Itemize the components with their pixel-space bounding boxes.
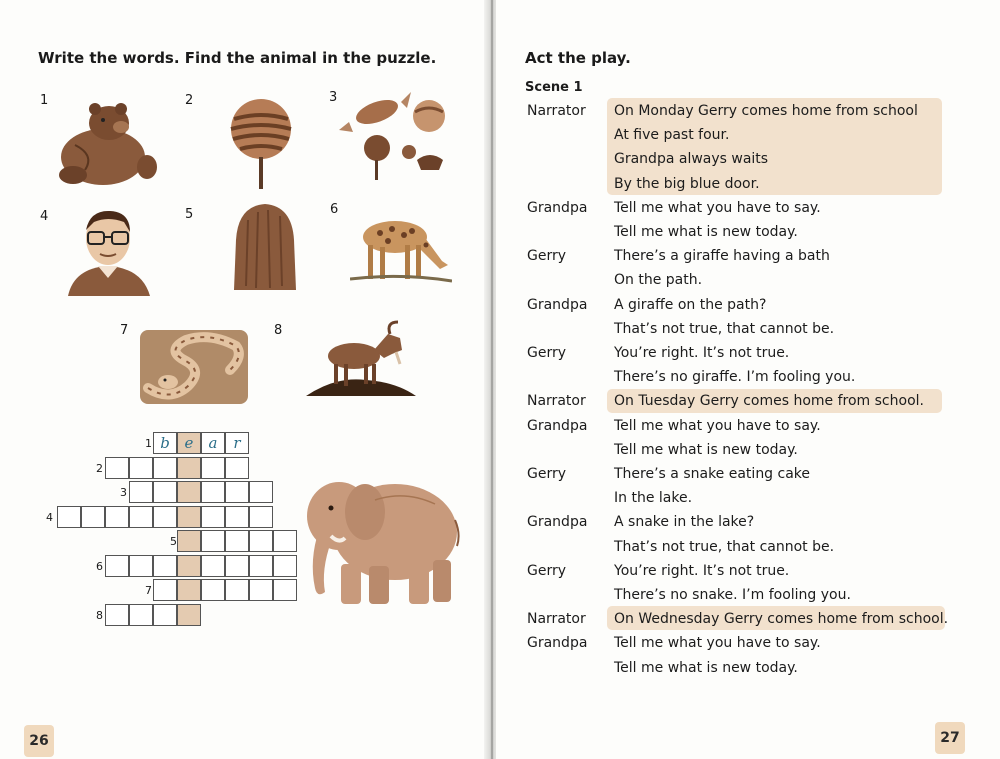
speaker-name: Gerry — [527, 345, 567, 361]
crossword-cell[interactable]: e — [177, 432, 201, 454]
goat-picture — [306, 320, 416, 398]
speaker-name: Grandpa — [527, 199, 588, 216]
crossword-cell[interactable]: r — [225, 432, 249, 454]
speaker-name: Narrator — [527, 103, 586, 119]
play-line-text: On Tuesday Gerry comes home from school. — [614, 393, 924, 410]
crossword-cell[interactable] — [153, 457, 177, 479]
crossword-cell[interactable] — [225, 506, 249, 528]
crossword-cell[interactable] — [273, 530, 297, 552]
play-line-text: Tell me what is new today. — [614, 224, 798, 240]
crossword-cell[interactable] — [177, 481, 201, 503]
crossword-cell[interactable] — [201, 506, 225, 528]
sweets-picture — [335, 90, 455, 185]
play-line-text: At five past four. — [614, 127, 730, 144]
picture-number: 7 — [120, 323, 129, 338]
clue-number: 5 — [170, 535, 177, 548]
play-line-text: Tell me what you have to say. — [614, 417, 821, 434]
picture-number: 1 — [40, 93, 49, 108]
speaker-name: Narrator — [527, 611, 586, 628]
crossword-cell[interactable] — [177, 530, 201, 552]
crossword-cell[interactable] — [129, 604, 153, 626]
speaker-name: Narrator — [527, 393, 586, 410]
crossword-cell[interactable] — [177, 457, 201, 479]
crossword-cell[interactable] — [225, 481, 249, 503]
crossword-cell[interactable] — [177, 579, 201, 601]
picture-number: 6 — [330, 202, 339, 217]
crossword-cell[interactable] — [249, 481, 273, 503]
picture-number: 8 — [274, 323, 283, 338]
play-line-text: By the big blue door. — [614, 175, 760, 192]
bear-picture — [55, 95, 160, 187]
crossword-cell[interactable] — [105, 555, 129, 577]
crossword-cell[interactable] — [249, 530, 273, 552]
crossword-cell[interactable] — [249, 506, 273, 528]
speaker-name: Grandpa — [527, 296, 588, 313]
play-line-text: That’s not true, that cannot be. — [614, 538, 835, 555]
crossword-cell[interactable] — [225, 579, 249, 601]
play-line-text: On Monday Gerry comes home from school — [614, 103, 918, 119]
play-line-text: A snake in the lake? — [614, 514, 755, 531]
crossword-cell[interactable] — [177, 506, 201, 528]
play-line-text: Tell me what is new today. — [614, 441, 798, 458]
crossword-cell[interactable] — [225, 530, 249, 552]
speaker-name: Grandpa — [527, 514, 588, 531]
play-line-text: On Wednesday Gerry comes home from school. — [614, 611, 949, 628]
crossword-cell[interactable] — [201, 555, 225, 577]
crossword-cell[interactable] — [153, 481, 177, 503]
speaker-name: Gerry — [527, 248, 567, 265]
crossword-cell[interactable] — [249, 555, 273, 577]
clue-number: 2 — [96, 462, 103, 475]
crossword-cell[interactable] — [129, 481, 153, 503]
page-number-right: 27 — [935, 722, 965, 754]
clue-number: 8 — [96, 609, 103, 622]
crossword-cell[interactable] — [153, 604, 177, 626]
clue-number: 3 — [120, 486, 127, 499]
crossword-cell[interactable] — [129, 457, 153, 479]
right-page-heading: Act the play. — [525, 49, 631, 67]
play-line-text: There’s no snake. I’m fooling you. — [614, 587, 851, 603]
play-line-text: Tell me what you have to say. — [614, 635, 821, 652]
play-line-text: In the lake. — [614, 490, 693, 507]
play-line-text: Tell me what is new today. — [614, 659, 798, 676]
page-number-left: 26 — [24, 725, 54, 757]
clue-number: 7 — [145, 584, 152, 597]
giraffe-picture — [350, 205, 452, 285]
crossword-cell[interactable] — [273, 579, 297, 601]
crossword-cell[interactable] — [177, 555, 201, 577]
speaker-name: Grandpa — [527, 635, 588, 652]
snake-picture — [140, 326, 248, 408]
man-picture — [64, 206, 154, 296]
crossword-cell[interactable]: b — [153, 432, 177, 454]
speaker-name: Grandpa — [527, 417, 588, 434]
crossword-cell[interactable] — [225, 457, 249, 479]
crossword-cell[interactable] — [153, 506, 177, 528]
crossword-cell[interactable] — [273, 555, 297, 577]
play-line-text: Tell me what you have to say. — [614, 199, 821, 216]
crossword-cell[interactable] — [225, 555, 249, 577]
crossword-cell[interactable] — [153, 555, 177, 577]
elephant-picture — [285, 460, 461, 610]
crossword-cell[interactable] — [105, 506, 129, 528]
crossword-cell[interactable] — [129, 555, 153, 577]
picture-number: 3 — [329, 90, 338, 105]
picture-number: 5 — [185, 207, 194, 222]
play-line-text: Grandpa always waits — [614, 151, 769, 168]
crossword-cell[interactable] — [177, 604, 201, 626]
play-line-text: There’s a giraffe having a bath — [614, 248, 830, 265]
play-line-text: There’s no giraffe. I’m fooling you. — [614, 369, 856, 386]
crossword-cell[interactable] — [201, 457, 225, 479]
crossword-cell[interactable] — [153, 579, 177, 601]
crossword-cell[interactable]: a — [201, 432, 225, 454]
clue-number: 1 — [145, 437, 152, 450]
scene-title: Scene 1 — [525, 80, 583, 95]
picture-number: 2 — [185, 93, 194, 108]
clue-number: 6 — [96, 560, 103, 573]
crossword-cell[interactable] — [57, 506, 81, 528]
left-page-heading: Write the words. Find the animal in the puzzle. — [38, 49, 437, 67]
crossword-cell[interactable] — [201, 579, 225, 601]
play-line-text: That’s not true, that cannot be. — [614, 320, 835, 337]
speaker-name: Gerry — [527, 562, 567, 579]
play-line-text: On the path. — [614, 272, 703, 289]
hair-picture — [228, 200, 302, 294]
play-line-text: There’s a snake eating cake — [614, 466, 811, 482]
speaker-name: Gerry — [527, 466, 567, 482]
crossword-cell[interactable] — [105, 457, 129, 479]
crossword-cell[interactable] — [249, 579, 273, 601]
lollipop-picture — [226, 97, 296, 192]
crossword-cell[interactable] — [201, 530, 225, 552]
crossword-cell[interactable] — [129, 506, 153, 528]
play-line-text: You’re right. It’s not true. — [614, 562, 790, 579]
crossword-cell[interactable] — [201, 481, 225, 503]
clue-number: 4 — [46, 511, 53, 524]
play-line-text: You’re right. It’s not true. — [614, 345, 790, 361]
crossword-cell[interactable] — [81, 506, 105, 528]
crossword-cell[interactable] — [105, 604, 129, 626]
play-line-text: A giraffe on the path? — [614, 296, 767, 313]
picture-number: 4 — [40, 209, 49, 224]
